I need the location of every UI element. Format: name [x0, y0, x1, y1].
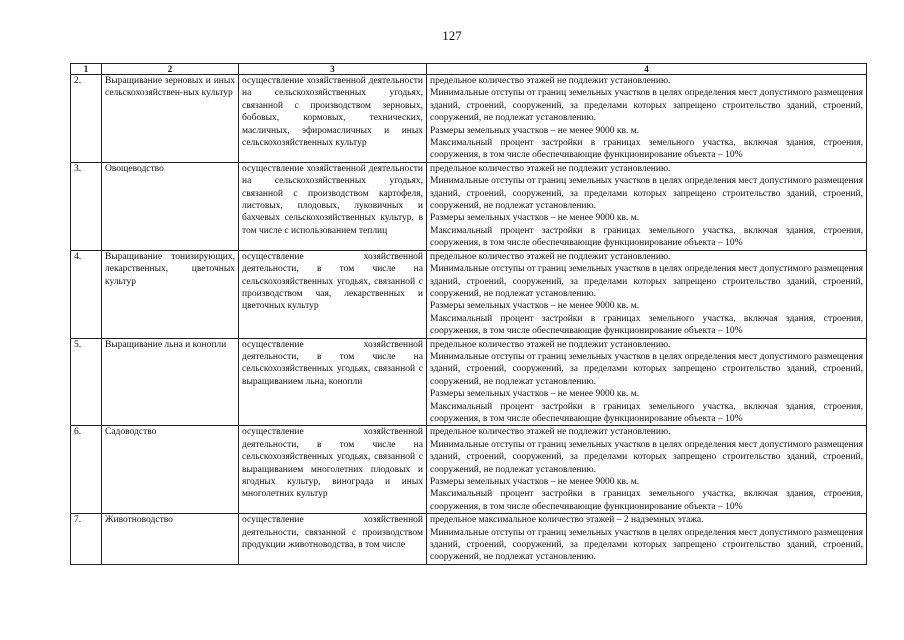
parameter-text: Минимальные отступы от границ земельных участков в целях определения мест допустимого размещения зданий, строений, сооружений, за пределами которых запрещено строительство зданий, строений, сооружений, не подлежат установлению. [430, 88, 863, 124]
land-use-description: осуществление хозяйственной деятельности, в том числе на сельскохозяйственных угодьях, связанной с выращиванием многолетних плодовых и ягодных культур, винограда и иных многолетних культур [239, 426, 427, 514]
land-use-name: Выращивание льна и конопли [102, 338, 239, 426]
row-number: 4. [71, 250, 102, 338]
parameter-text: Размеры земельных участков – не менее 9000 кв. м. [430, 301, 640, 312]
column-header-1: 1 [71, 64, 102, 75]
land-use-name: Садоводство [102, 426, 239, 514]
parameter-text: Минимальные отступы от границ земельных участков в целях определения мест допустимого размещения зданий, строений, сооружений, за пределами которых запрещено строительство зданий, строений, сооружений, не подлежат установлению. [430, 351, 863, 387]
parameter-text: Размеры земельных участков – не менее 9000 кв. м. [430, 389, 640, 400]
parameter-text: Минимальные отступы от границ земельных участков в целях определения мест допустимого размещения зданий, строений, сооружений, за пределами которых запрещено строительство зданий, строений, сооружений, не подлежат установлению. [430, 176, 863, 212]
table-row [71, 514, 867, 565]
row-number: 7. [71, 514, 102, 565]
land-use-description: осуществление хозяйственной деятельности, в том числе на сельскохозяйственных угодьях, связанной с выращиванием льна, конопли [239, 338, 427, 426]
parameter-text: предельное количество этажей не подлежит установлению. [430, 76, 671, 86]
column-header-4: 4 [427, 64, 867, 75]
column-header-2: 2 [102, 64, 239, 75]
parameter-text: Минимальные отступы от границ земельных участков в целях определения мест допустимого размещения зданий, строений, сооружений, за пределами которых запрещено строительство зданий, строений, сооружений, не подлежат установлению. [430, 264, 863, 299]
table-row [71, 75, 867, 163]
land-use-description: осуществление хозяйственной деятельности на сельскохозяйственных угодьях, связанной с производством зерновых, бобовых, кормовых, технических, масличных, эфиромасличных и иных сельскохозяйственных культур [239, 75, 427, 163]
land-use-description: осуществление хозяйственной деятельности, связанной с производством продукции животноводства, в том числе [239, 514, 427, 565]
land-use-name: Животноводство [102, 514, 239, 565]
parameter-text: Минимальные отступы от границ земельных участков в целях определения мест допустимого размещения зданий, строений, сооружений, за пределами которых запрещено строительство зданий, строений, сооружений, не подлежат установлению. [430, 527, 863, 563]
parameter-text: Максимальный процент застройки в границах земельного участка, включая здания, строения, сооружения, в том числе обеспечивающие функционирование объекта – 10% [430, 225, 863, 249]
parameter-text: предельное количество этажей не подлежит установлению. [430, 163, 671, 174]
table-row [71, 338, 867, 426]
parameter-text: предельное количество этажей не подлежит установлению. [430, 251, 671, 262]
land-use-name: Овощеводство [102, 162, 239, 250]
land-use-description: осуществление хозяйственной деятельности, в том числе на сельскохозяйственных угодьях, связанной с производством чая, лекарственных и цветочных культур [239, 250, 427, 338]
land-use-parameters [427, 514, 867, 565]
land-use-name: Выращивание тонизирующих, лекарственных, цветочных культур [102, 250, 239, 338]
row-number: 5. [71, 338, 102, 426]
row-number: 3. [71, 162, 102, 250]
parameter-text: предельное количество этажей не подлежит установлению. [430, 427, 671, 438]
land-use-parameters [427, 75, 867, 163]
parameter-text: Размеры земельных участков – не менее 9000 кв. м. [430, 213, 640, 224]
table-row [71, 250, 867, 338]
row-number: 6. [71, 426, 102, 514]
parameter-text: предельное максимальное количество этажей – 2 надземных этажа. [430, 515, 704, 526]
page-number: 127 [442, 28, 462, 43]
land-use-parameters [427, 162, 867, 250]
land-use-parameters [427, 338, 867, 426]
land-use-description: осуществление хозяйственной деятельности на сельскохозяйственных угодьях, связанной с производством картофеля, листовых, плодовых, луковичных и бахчевых сельскохозяйственных культур, в том числе с использованием теплиц [239, 162, 427, 250]
row-number: 2. [71, 75, 102, 163]
parameter-text: Размеры земельных участков – не менее 9000 кв. м. [430, 125, 640, 136]
land-use-table [70, 63, 867, 565]
table-row [71, 426, 867, 514]
parameter-text: Минимальные отступы от границ земельных участков в целях определения мест допустимого размещения зданий, строений, сооружений, за пределами которых запрещено строительство зданий, строений, сооружений, не подлежат установлению. [430, 439, 863, 475]
land-use-parameters [427, 250, 867, 338]
parameter-text: Максимальный процент застройки в границах земельного участка, включая здания, строения, сооружения, в том числе обеспечивающие функционирование объекта – 10% [430, 401, 863, 424]
table-row [71, 162, 867, 250]
parameter-text: Максимальный процент застройки в границах земельного участка, включая здания, строения, сооружения, в том числе обеспечивающие функционирование объекта – 10% [430, 313, 863, 337]
column-header-3: 3 [239, 64, 427, 75]
parameter-text: Максимальный процент застройки в границах земельного участка, включая здания, строения, сооружения, в том числе обеспечивающие функционирование объекта – 10% [430, 489, 863, 512]
parameter-text: Размеры земельных участков – не менее 9000 кв. м. [430, 477, 640, 487]
land-use-name: Выращивание зерновых и иных сельскохозяйствен-ных культур [102, 75, 239, 163]
table-header-row [71, 64, 867, 75]
parameter-text: Максимальный процент застройки в границах земельного участка, включая здания, строения, сооружения, в том числе обеспечивающие функционирование объекта – 10% [430, 138, 863, 161]
parameter-text: предельное количество этажей не подлежит установлению. [430, 339, 671, 350]
land-use-parameters [427, 426, 867, 514]
